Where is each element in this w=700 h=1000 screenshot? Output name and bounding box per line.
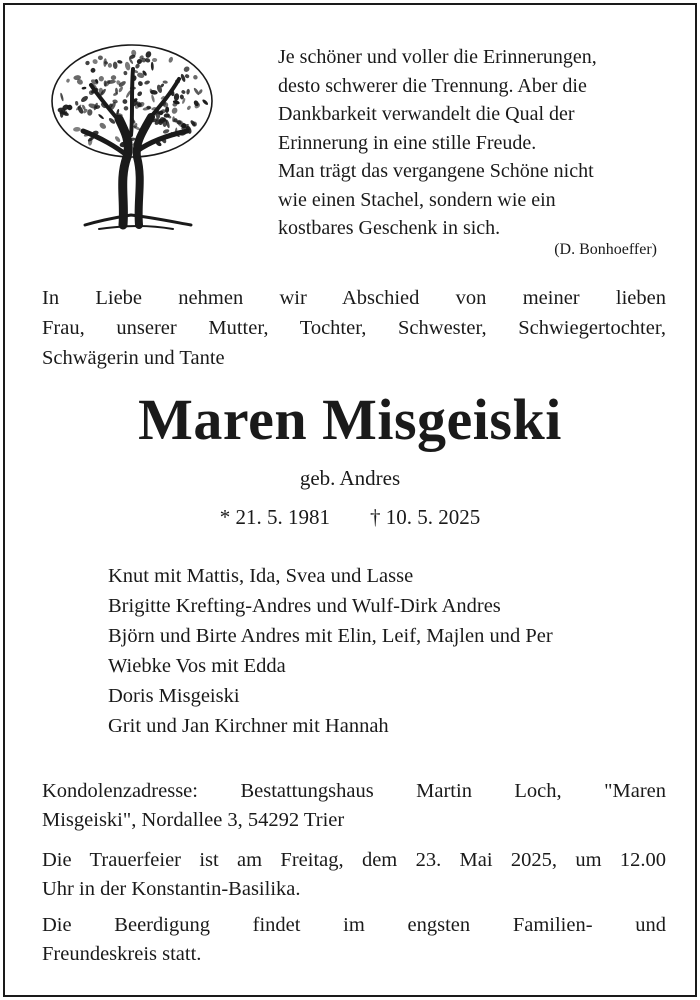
condolence-line: Misgeiski", Nordallee 3, 54292 Trier bbox=[42, 808, 345, 831]
ceremony-line: Uhr in der Konstantin-Basilika. bbox=[42, 877, 301, 900]
mourner-line: Brigitte Krefting-Andres und Wulf-Dirk Andres bbox=[108, 595, 501, 617]
obituary-card bbox=[3, 3, 697, 997]
quote-line: desto schwerer die Trennung. Aber die bbox=[278, 74, 587, 97]
death-date: † 10. 5. 2025 bbox=[370, 505, 481, 529]
life-dates bbox=[5, 505, 695, 530]
condolence-address bbox=[42, 777, 666, 834]
quote-line: Man trägt das vergangene Schöne nicht bbox=[278, 160, 594, 182]
mourners-list bbox=[108, 561, 553, 741]
mourner-line: Wiebke Vos mit Edda bbox=[108, 655, 286, 677]
mourner-line: Knut mit Mattis, Ida, Svea und Lasse bbox=[108, 565, 414, 587]
farewell-intro bbox=[42, 283, 666, 373]
burial-line: Die Beerdigung findet im engsten Familien- und bbox=[42, 914, 666, 936]
intro-line: Schwägerin und Tante bbox=[42, 347, 225, 369]
tree-illustration bbox=[39, 39, 225, 233]
quote-line: wie einen Stachel, sondern wie ein bbox=[278, 188, 556, 211]
mourner-line: Björn und Birte Andres mit Elin, Leif, Majlen und Per bbox=[108, 625, 553, 647]
ceremony-line: Die Trauerfeier ist am Freitag, dem 23. Mai 2025, um 12.00 bbox=[42, 849, 666, 871]
deceased-name: Maren Misgeiski bbox=[138, 387, 562, 452]
ceremony-notice bbox=[42, 846, 666, 903]
quote-line: Dankbarkeit verwandelt die Qual der bbox=[278, 103, 575, 125]
quote-text bbox=[278, 43, 668, 243]
intro-line: In Liebe nehmen wir Abschied von meiner lieben bbox=[42, 287, 666, 309]
burial-line: Freundeskreis statt. bbox=[42, 942, 202, 965]
condolence-line: Kondolenzadresse: Bestattungshaus Martin Loch, "Maren bbox=[42, 780, 666, 802]
birth-date: * 21. 5. 1981 bbox=[219, 505, 330, 529]
quote-line: Je schöner und voller die Erinnerungen, bbox=[278, 46, 597, 68]
burial-notice bbox=[42, 911, 666, 968]
intro-line: Frau, unserer Mutter, Tochter, Schwester, Schwiegertochter, bbox=[42, 317, 666, 339]
quote-line: Erinnerung in eine stille Freude. bbox=[278, 131, 537, 154]
quote-attribution: (D. Bonhoeffer) bbox=[554, 241, 657, 258]
mourner-line: Grit und Jan Kirchner mit Hannah bbox=[108, 715, 389, 737]
quote-line: kostbares Geschenk in sich. bbox=[278, 217, 501, 239]
maiden-name: geb. Andres bbox=[299, 466, 401, 490]
mourner-line: Doris Misgeiski bbox=[108, 685, 240, 707]
